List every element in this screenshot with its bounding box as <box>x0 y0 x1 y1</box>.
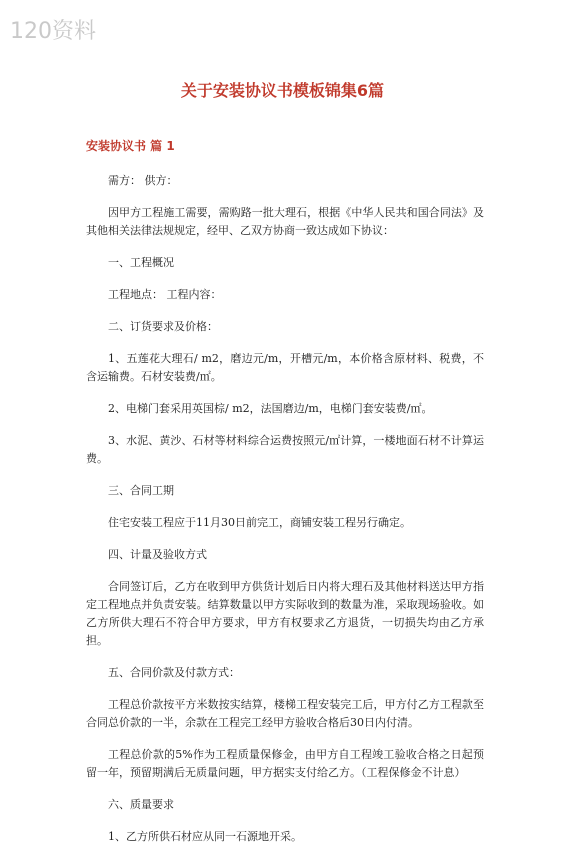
section-title: 安装协议书 篇 1 <box>86 139 175 153</box>
heading-payment: 五、合同价款及付款方式： <box>108 666 240 679</box>
clause-payment-schedule: 工程总价款按平方米数按实结算，楼梯工程安装完工后，甲方付乙方工程款至合同总价款的一半，余款在工程完工经甲方验收合格后30日内付清。 <box>86 698 484 729</box>
clause-completion-date: 住宅安装工程应于11月30日前完工，商铺安装工程另行确定。 <box>108 516 411 529</box>
clause-acceptance: 合同签订后，乙方在收到甲方供货计划后日内将大理石及其他材料送达甲方指定工程地点并负责安装。结算数量以甲方实际收到的数量为准，采取现场验收。如乙方所供大理石不符合甲方要求，甲方有权要求乙方退货，一切损失均由乙方承担。 <box>86 580 484 647</box>
document-title: 关于安装协议书模板锦集6篇 <box>180 81 385 100</box>
heading-contract-period: 三、合同工期 <box>108 484 174 497</box>
document-body <box>86 172 484 860</box>
clause-marble-price: 1、五莲花大理石/ m2，磨边元/m，开槽元/m，本价格含原材料、税费，不含运输费。石材安装费/㎡。 <box>86 352 484 383</box>
clause-warranty-deposit: 工程总价款的5%作为工程质量保修金，由甲方自工程竣工验收合格之日起预留一年，预留期满后无质量问题，甲方据实支付给乙方。（工程保修金不计息） <box>86 748 484 779</box>
project-location-line: 工程地点： 工程内容： <box>108 288 222 301</box>
heading-quality: 六、质量要求 <box>108 798 174 811</box>
heading-project-overview: 一、工程概况 <box>108 256 174 269</box>
clause-transport-cost: 3、水泥、黄沙、石材等材料综合运费按照元/㎡计算，一楼地面石材不计算运费。 <box>86 434 484 465</box>
watermark-logo: 120资料 <box>10 19 96 44</box>
intro-paragraph: 因甲方工程施工需要，需购路一批大理石，根据《中华人民共和国合同法》及其他相关法律法规规定，经甲、乙双方协商一致达成如下协议： <box>86 206 484 237</box>
party-line: 需方： 供方： <box>108 174 178 187</box>
clause-elevator-frame: 2、电梯门套采用英国棕/ m2，法国磨边/m，电梯门套安装费/㎡。 <box>108 402 433 415</box>
clause-stone-source: 1、乙方所供石材应从同一石源地开采。 <box>108 830 302 843</box>
heading-measurement: 四、计量及验收方式 <box>108 548 207 561</box>
heading-order-price: 二、订货要求及价格： <box>108 320 218 333</box>
